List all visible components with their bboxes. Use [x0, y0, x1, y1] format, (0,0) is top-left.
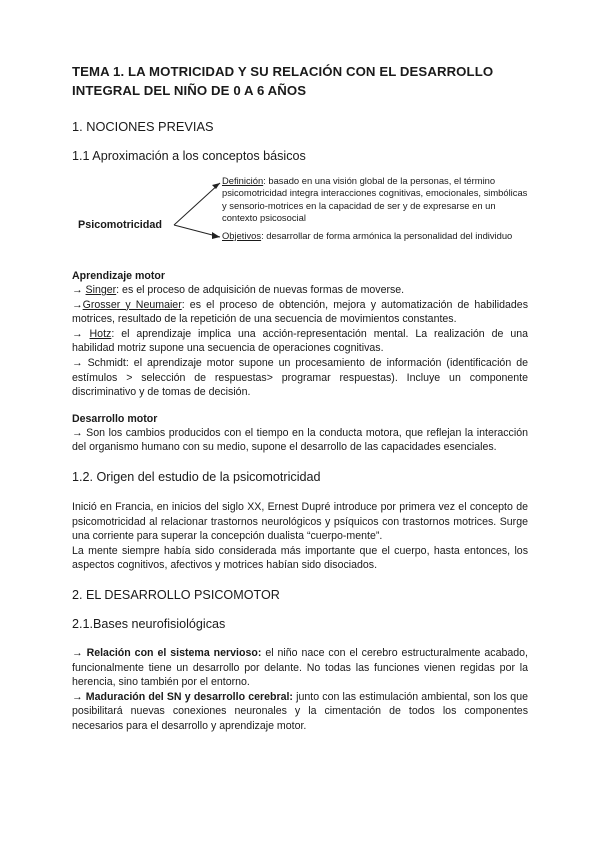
aprendizaje-item: → Singer: es el proceso de adquisición de nuevas formas de moverse.	[72, 284, 405, 296]
aprendizaje-item: → Hotz: el aprendizaje implica una acción-representación mental. La realización de una habilidad motriz supone una secuencia de operaciones cognitivas.	[72, 327, 529, 355]
bases-item-title: Relación con el sistema nervioso:	[86, 646, 262, 659]
section-2-heading: 2. EL DESARROLLO PSICOMOTOR	[72, 587, 280, 602]
arrowhead-objectives	[212, 232, 220, 239]
bases-item: → Maduración del SN y desarrollo cerebral: junto con las estimulación ambiental, son los que posibilitará nuevas conexiones neuronales y la cimentación de todos los componentes necesarios para el desarrollo y aprendizaje motor.	[72, 690, 528, 732]
document-page	[72, 62, 528, 733]
author-singer: Singer	[85, 284, 117, 296]
arrowhead-definition	[212, 183, 220, 189]
definition-block	[222, 175, 532, 225]
arrow-to-definition	[174, 183, 220, 225]
section-1-1-heading: 1.1 Aproximación a los conceptos básicos	[72, 149, 306, 163]
desarrollo-heading: Desarrollo motor	[72, 412, 158, 425]
section-1-2-heading: 1.2. Origen del estudio de la psicomotricidad	[72, 469, 321, 484]
psychomotricity-diagram	[72, 173, 528, 263]
section-1-heading: 1. NOCIONES PREVIAS	[72, 119, 214, 134]
author-grosser: Grosser y Neumaier	[82, 298, 182, 311]
section-2-1-heading: 2.1.Bases neurofisiológicas	[72, 616, 226, 631]
objectives-text: : desarrollar de forma armónica la personalidad del individuo	[261, 230, 513, 241]
objectives-label: Objetivos	[222, 230, 262, 241]
definition-text: : basado en una visión global de la personas, el término psicomotricidad integra interacciones cognitivas, emocionales, simbólicas y sensorio-motrices en la capacidad de ser y de expresarse en un contexto psicosocial	[222, 175, 528, 224]
aprendizaje-item: → Schmidt: el aprendizaje motor supone un procesamiento de información (identificación de estímulos > selección de respuestas> programar respuestas). Incluye un componente discriminativo y de tomas de decisión.	[72, 356, 528, 399]
diagram-center-label: Psicomotricidad	[78, 219, 162, 231]
bases-item-title: Maduración del SN y desarrollo cerebral:	[85, 690, 293, 703]
document-title: TEMA 1. LA MOTRICIDAD Y SU RELACIÓN CON EL DESARROLLO INTEGRAL DEL NIÑO DE 0 A 6 AÑOS	[72, 64, 494, 98]
aprendizaje-heading: Aprendizaje motor	[72, 270, 166, 282]
origen-paragraph-1: Inició en Francia, en inicios del siglo XX, Ernest Dupré introduce por primera vez el concepto de psicomotricidad al relacionar trastornos neurológicos y psíquicos con trastornos motrices. Surge una corriente para superar la concepción dualista “cuerpo-mente”.	[72, 500, 528, 543]
objectives-block	[222, 230, 532, 242]
definition-label: Definición	[222, 175, 264, 186]
origen-paragraph-2: La mente siempre había sido considerada más importante que el cuerpo, hasta entonces, los aspectos cognitivos, afectivos y motrices habían sido disociados.	[72, 544, 528, 572]
author-hotz: Hotz	[89, 327, 112, 340]
aprendizaje-item: →Grosser y Neumaier: es el proceso de obtención, mejora y automatización de habilidades motrices, resultado de la repetición de una secuencia de movimientos constantes.	[72, 298, 528, 326]
bases-item: → Relación con el sistema nervioso: el niño nace con el cerebro estructuralmente acabado, funcionalmente tiene un desarrollo por delante. No todas las funciones vienen regidas por la herencia, sino también por el entorno.	[72, 646, 528, 689]
desarrollo-text: → Son los cambios producidos con el tiempo en la conducta motora, que reflejan la interacción del organismo humano con su medio, supone el desarrollo de las capacidades esenciales.	[72, 426, 528, 454]
